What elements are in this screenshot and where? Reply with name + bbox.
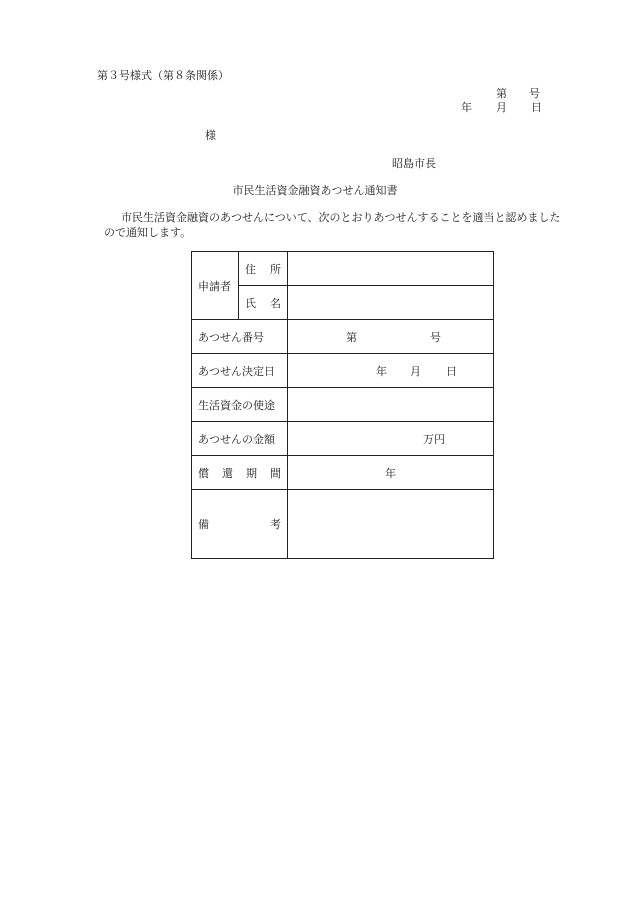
amount-field[interactable]: [288, 422, 494, 456]
table-row-number: [192, 320, 494, 354]
decision-month: 月: [410, 364, 421, 378]
document-title: 市民生活資金融資あつせん通知書: [232, 184, 398, 197]
decision-date-label: あつせん決定日: [192, 354, 288, 388]
amount-label: あつせんの金額: [192, 422, 288, 456]
table-row-repayment: [192, 456, 494, 490]
issue-date: [461, 99, 542, 115]
doc-number-dai: 第: [496, 87, 507, 100]
applicant-label: 申請者: [192, 252, 239, 320]
decision-date-field[interactable]: [288, 354, 494, 388]
decision-day: 日: [446, 364, 457, 378]
date-year: 年: [461, 101, 472, 114]
issuer: 昭島市長: [392, 157, 436, 170]
notice-table: [191, 251, 494, 559]
table-row-remarks: [192, 490, 494, 559]
purpose-field[interactable]: [288, 388, 494, 422]
decision-year: 年: [376, 364, 387, 378]
name-label: 氏 名: [239, 286, 288, 320]
doc-number-go: 号: [529, 87, 540, 100]
table-row-address: [192, 252, 494, 286]
purpose-label: 生活資金の使途: [192, 388, 288, 422]
address-field[interactable]: [288, 252, 494, 286]
date-month: 月: [496, 101, 507, 114]
number-dai: 第: [346, 330, 357, 344]
address-label: 住 所: [239, 252, 288, 286]
date-day: 日: [531, 101, 542, 114]
amount-unit: 万円: [423, 432, 445, 446]
body-text: 市民生活資金融資のあつせんについて、次のとおりあつせんすることを適当と認めましたので通知します。: [104, 211, 561, 239]
repayment-field[interactable]: [288, 456, 494, 490]
name-field[interactable]: [288, 286, 494, 320]
repayment-label: 償 還 期 間: [192, 456, 288, 490]
addressee-suffix: 様: [205, 129, 216, 142]
table-row-amount: [192, 422, 494, 456]
table-row-purpose: [192, 388, 494, 422]
number-go: 号: [430, 330, 441, 344]
form-number: 第３号様式（第８条関係）: [97, 69, 229, 82]
table-row-decision-date: [192, 354, 494, 388]
remarks-field[interactable]: [288, 490, 494, 559]
number-label: あつせん番号: [192, 320, 288, 354]
remarks-label: 備 考: [192, 490, 288, 559]
repayment-unit: 年: [385, 466, 396, 480]
number-field[interactable]: [288, 320, 494, 354]
